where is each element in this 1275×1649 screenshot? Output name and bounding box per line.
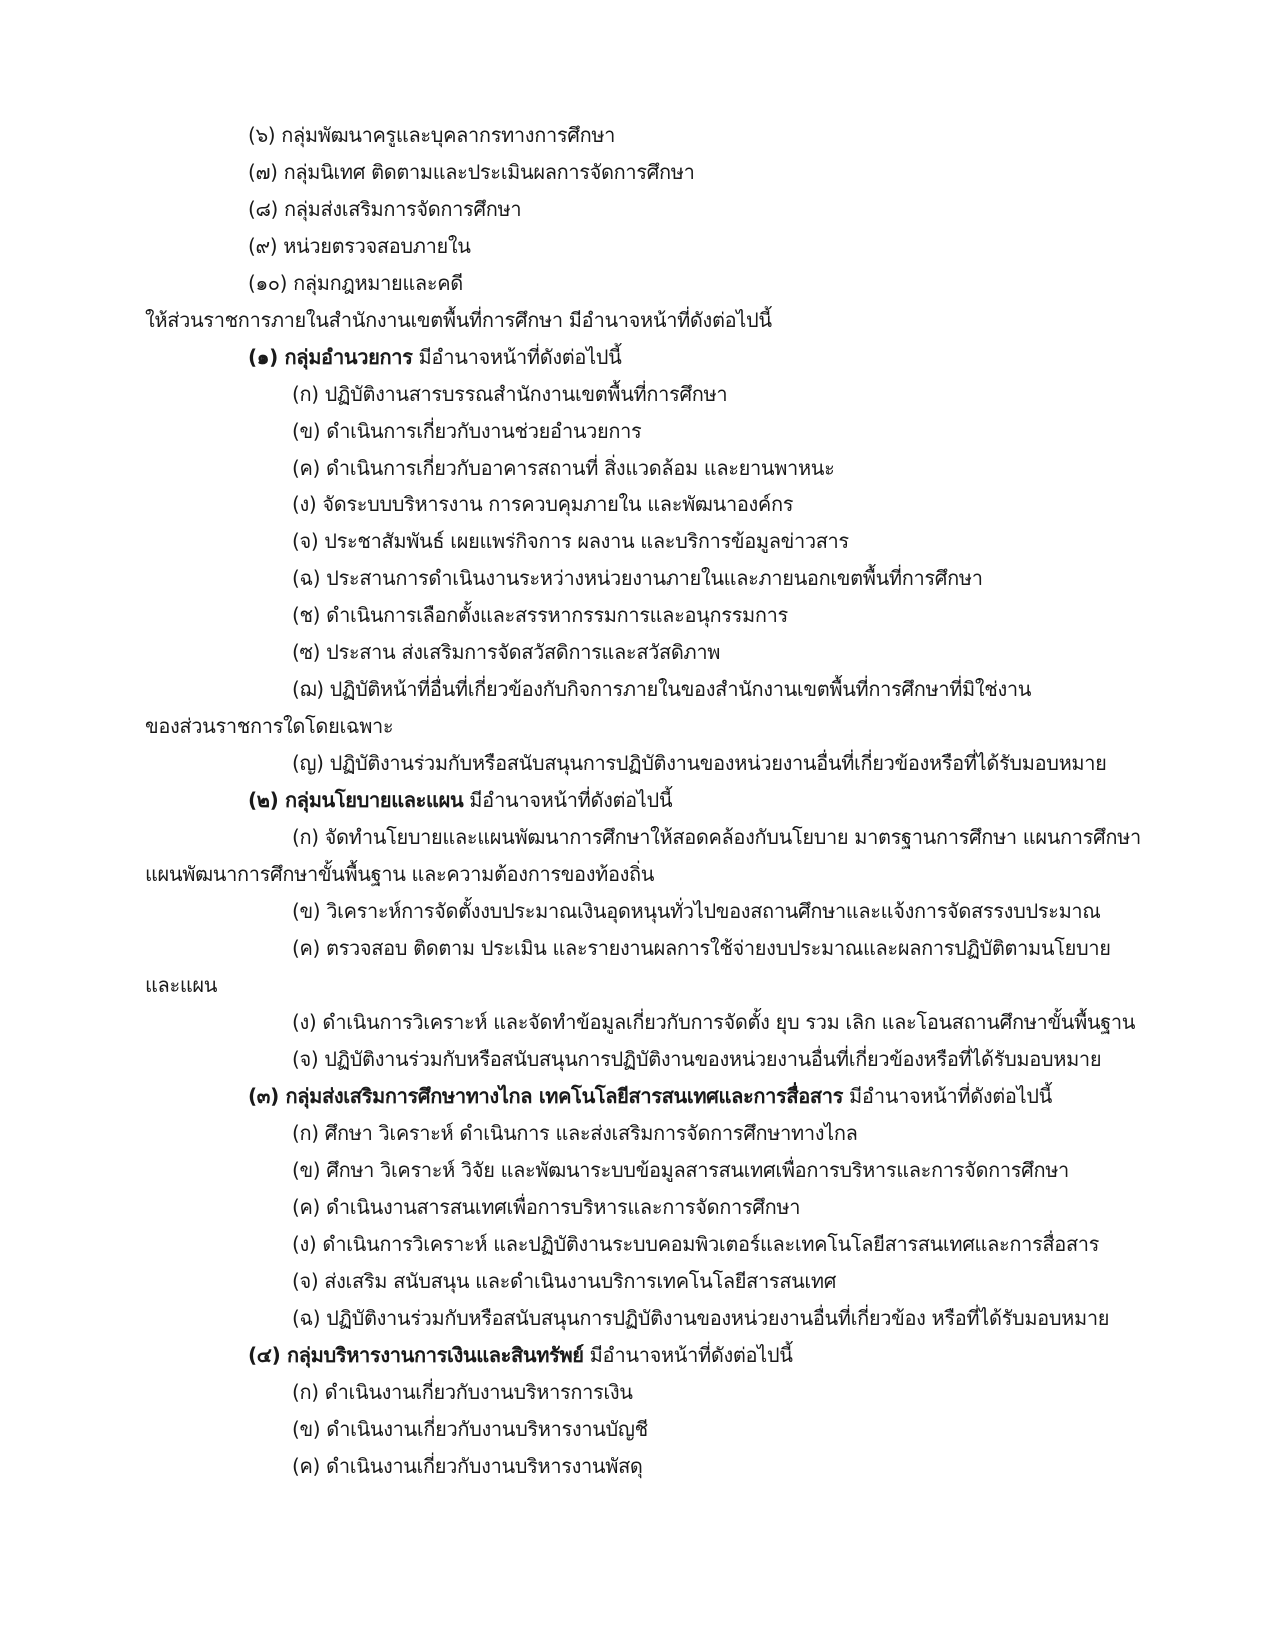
group-duty-text: มีอำนาจหน้าที่ดังต่อไปนี้: [463, 788, 673, 812]
group-duty-text: มีอำนาจหน้าที่ดังต่อไปนี้: [583, 1343, 793, 1367]
list-item: (ญ) ปฏิบัติงานร่วมกับหรือสนับสนุนการปฏิบัติงานของหน่วยงานอื่นที่เกี่ยวข้องหรือที่ได้รับมอบหมาย: [292, 751, 1107, 775]
list-item: (จ) ส่งเสริม สนับสนุน และดำเนินงานบริการเทคโนโลยีสารสนเทศ: [292, 1269, 837, 1293]
list-item: (ฉ) ประสานการดำเนินงานระหว่างหน่วยงานภายในและภายนอกเขตพื้นที่การศึกษา: [292, 566, 983, 590]
group-duty-text: มีอำนาจหน้าที่ดังต่อไปนี้: [412, 345, 622, 369]
group-heading: [248, 787, 672, 813]
group-title: (๒) กลุ่มนโยบายและแผน: [248, 788, 464, 812]
group-duty-text: มีอำนาจหน้าที่ดังต่อไปนี้: [843, 1084, 1052, 1108]
list-item: (ค) ดำเนินงานสารสนเทศเพื่อการบริหารและการจัดการศึกษา: [292, 1195, 801, 1219]
list-item: (ก) จัดทำนโยบายและแผนพัฒนาการศึกษาให้สอดคล้องกับนโยบาย มาตรฐานการศึกษา แผนการศึกษา: [292, 825, 1141, 849]
group-title: (๓) กลุ่มส่งเสริมการศึกษาทางไกล เทคโนโลยีสารสนเทศและการสื่อสาร: [248, 1084, 844, 1108]
group-heading: [248, 344, 621, 370]
list-item: (๖) กลุ่มพัฒนาครูและบุคลากรทางการศึกษา: [248, 123, 616, 147]
list-item: (ง) ดำเนินการวิเคราะห์ และปฏิบัติงานระบบคอมพิวเตอร์และเทคโนโลยีสารสนเทศและการสื่อสาร: [292, 1232, 1100, 1256]
list-item: (ค) ดำเนินการเกี่ยวกับอาคารสถานที่ สิ่งแวดล้อม และยานพาหนะ: [292, 456, 835, 480]
list-item: (ฌ) ปฏิบัติหน้าที่อื่นที่เกี่ยวข้องกับกิจการภายในของสำนักงานเขตพื้นที่การศึกษาที่มิใช่งาน: [292, 677, 1032, 701]
list-item: (ข) ดำเนินการเกี่ยวกับงานช่วยอำนวยการ: [292, 419, 642, 443]
list-item: (ข) ศึกษา วิเคราะห์ วิจัย และพัฒนาระบบข้อมูลสารสนเทศเพื่อการบริหารและการจัดการศึกษา: [292, 1158, 1069, 1182]
list-item: (จ) ประชาสัมพันธ์ เผยแพร่กิจการ ผลงาน และบริการข้อมูลข่าวสาร: [292, 529, 849, 553]
list-item: (ซ) ประสาน ส่งเสริมการจัดสวัสดิการและสวัสดิภาพ: [292, 640, 721, 664]
list-item: (ก) ปฏิบัติงานสารบรรณสำนักงานเขตพื้นที่การศึกษา: [292, 382, 728, 406]
list-item: (ก) ดำเนินงานเกี่ยวกับงานบริหารการเงิน: [292, 1380, 633, 1404]
group-title: (๔) กลุ่มบริหารงานการเงินและสินทรัพย์: [248, 1343, 584, 1367]
list-item: (ค) ดำเนินงานเกี่ยวกับงานบริหารงานพัสดุ: [292, 1454, 643, 1478]
list-item: (๑๐) กลุ่มกฎหมายและคดี: [248, 271, 463, 295]
list-item: (ข) ดำเนินงานเกี่ยวกับงานบริหารงานบัญชี: [292, 1417, 648, 1441]
list-item: (ง) ดำเนินการวิเคราะห์ และจัดทำข้อมูลเกี่ยวกับการจัดตั้ง ยุบ รวม เลิก และโอนสถานศึกษาขั้นพื้นฐาน: [292, 1010, 1136, 1034]
list-item: (ก) ศึกษา วิเคราะห์ ดำเนินการ และส่งเสริมการจัดการศึกษาทางไกล: [292, 1121, 858, 1145]
list-item: (๗) กลุ่มนิเทศ ติดตามและประเมินผลการจัดการศึกษา: [248, 160, 695, 184]
list-item-continuation: และแผน: [145, 973, 218, 997]
list-item: (ช) ดำเนินการเลือกตั้งและสรรหากรรมการและอนุกรรมการ: [292, 603, 788, 627]
intro-paragraph: ให้ส่วนราชการภายในสำนักงานเขตพื้นที่การศึกษา มีอำนาจหน้าที่ดังต่อไปนี้: [145, 308, 772, 332]
list-item: (๙) หน่วยตรวจสอบภายใน: [248, 234, 471, 258]
group-heading: [248, 1342, 793, 1368]
list-item: (๘) กลุ่มส่งเสริมการจัดการศึกษา: [248, 197, 522, 221]
list-item: (ข) วิเคราะห์การจัดตั้งงบประมาณเงินอุดหนุนทั่วไปของสถานศึกษาและแจ้งการจัดสรรงบประมาณ: [292, 899, 1101, 923]
list-item-continuation: แผนพัฒนาการศึกษาขั้นพื้นฐาน และความต้องการของท้องถิ่น: [145, 862, 655, 886]
list-item-continuation: ของส่วนราชการใดโดยเฉพาะ: [145, 714, 394, 738]
list-item: (ค) ตรวจสอบ ติดตาม ประเมิน และรายงานผลการใช้จ่ายงบประมาณและผลการปฏิบัติตามนโยบาย: [292, 936, 1111, 960]
list-item: (ง) จัดระบบบริหารงาน การควบคุมภายใน และพัฒนาองค์กร: [292, 492, 794, 516]
list-item: (ฉ) ปฏิบัติงานร่วมกับหรือสนับสนุนการปฏิบัติงานของหน่วยงานอื่นที่เกี่ยวข้อง หรือที่ได้รับมอบหมาย: [292, 1306, 1110, 1330]
list-item: (จ) ปฏิบัติงานร่วมกับหรือสนับสนุนการปฏิบัติงานของหน่วยงานอื่นที่เกี่ยวข้องหรือที่ได้รับมอบหมาย: [292, 1047, 1102, 1071]
group-title: (๑) กลุ่มอำนวยการ: [248, 345, 413, 369]
group-heading: [248, 1083, 1052, 1109]
